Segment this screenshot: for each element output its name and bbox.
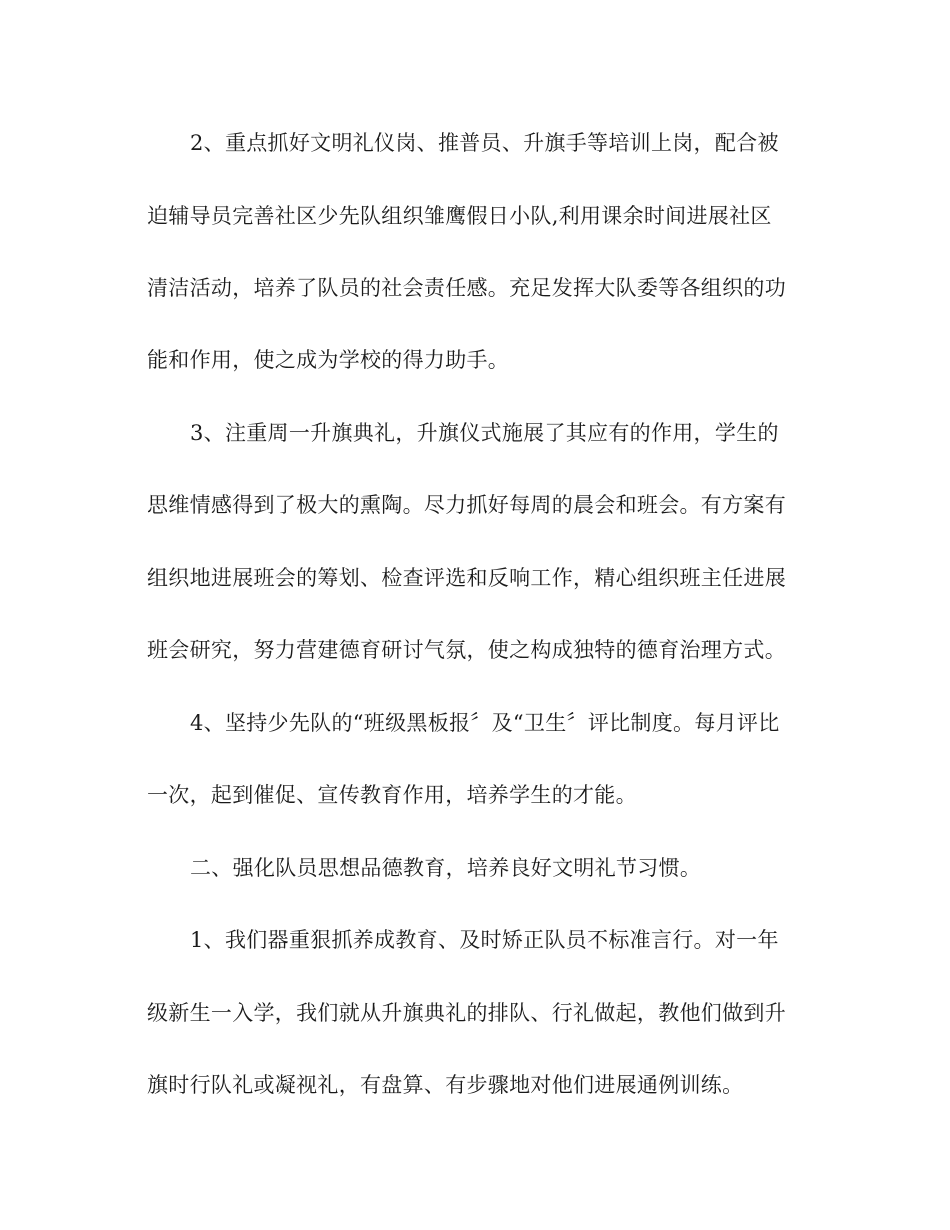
paragraph-line: 1、我们器重狠抓养成教育、及时矫正队员不标准言行。对一年 — [190, 928, 779, 952]
section-heading: 二、强化队员思想品德教育，培养良好文明礼节习惯。 — [190, 856, 702, 880]
paragraph-line: 思维情感得到了极大的熏陶。尽力抓好每周的晨会和班会。有方案有 — [147, 493, 786, 517]
paragraph-line: 迫辅导员完善社区少先队组织雏鹰假日小队,利用课余时间进展社区 — [147, 204, 772, 228]
paragraph-line: 能和作用，使之成为学校的得力助手。 — [147, 348, 510, 372]
paragraph-line: 一次，起到催促、宣传教育作用，培养学生的才能。 — [147, 783, 637, 807]
paragraph-line: 2、重点抓好文明礼仪岗、推普员、升旗手等培训上岗，配合被 — [190, 131, 779, 155]
paragraph-line: 班会研究，努力营建德育研讨气氛，使之构成独特的德育治理方式。 — [147, 638, 786, 662]
paragraph-line: 旗时行队礼或凝视礼，有盘算、有步骤地对他们进展通例训练。 — [147, 1073, 744, 1097]
paragraph-line: 3、注重周一升旗典礼，升旗仪式施展了其应有的作用，学生的 — [190, 421, 779, 445]
paragraph-line: 组织地进展班会的筹划、检查评选和反响工作，精心组织班主任进展 — [147, 566, 786, 590]
paragraph-line: 级新生一入学，我们就从升旗典礼的排队、行礼做起，教他们做到升 — [147, 1001, 786, 1025]
paragraph-line: 清洁活动，培养了队员的社会责任感。充足发挥大队委等各组织的功 — [147, 276, 786, 300]
paragraph-line: 4、坚持少先队的“班级黑板报〞及“卫生〞评比制度。每月评比 — [190, 711, 780, 735]
